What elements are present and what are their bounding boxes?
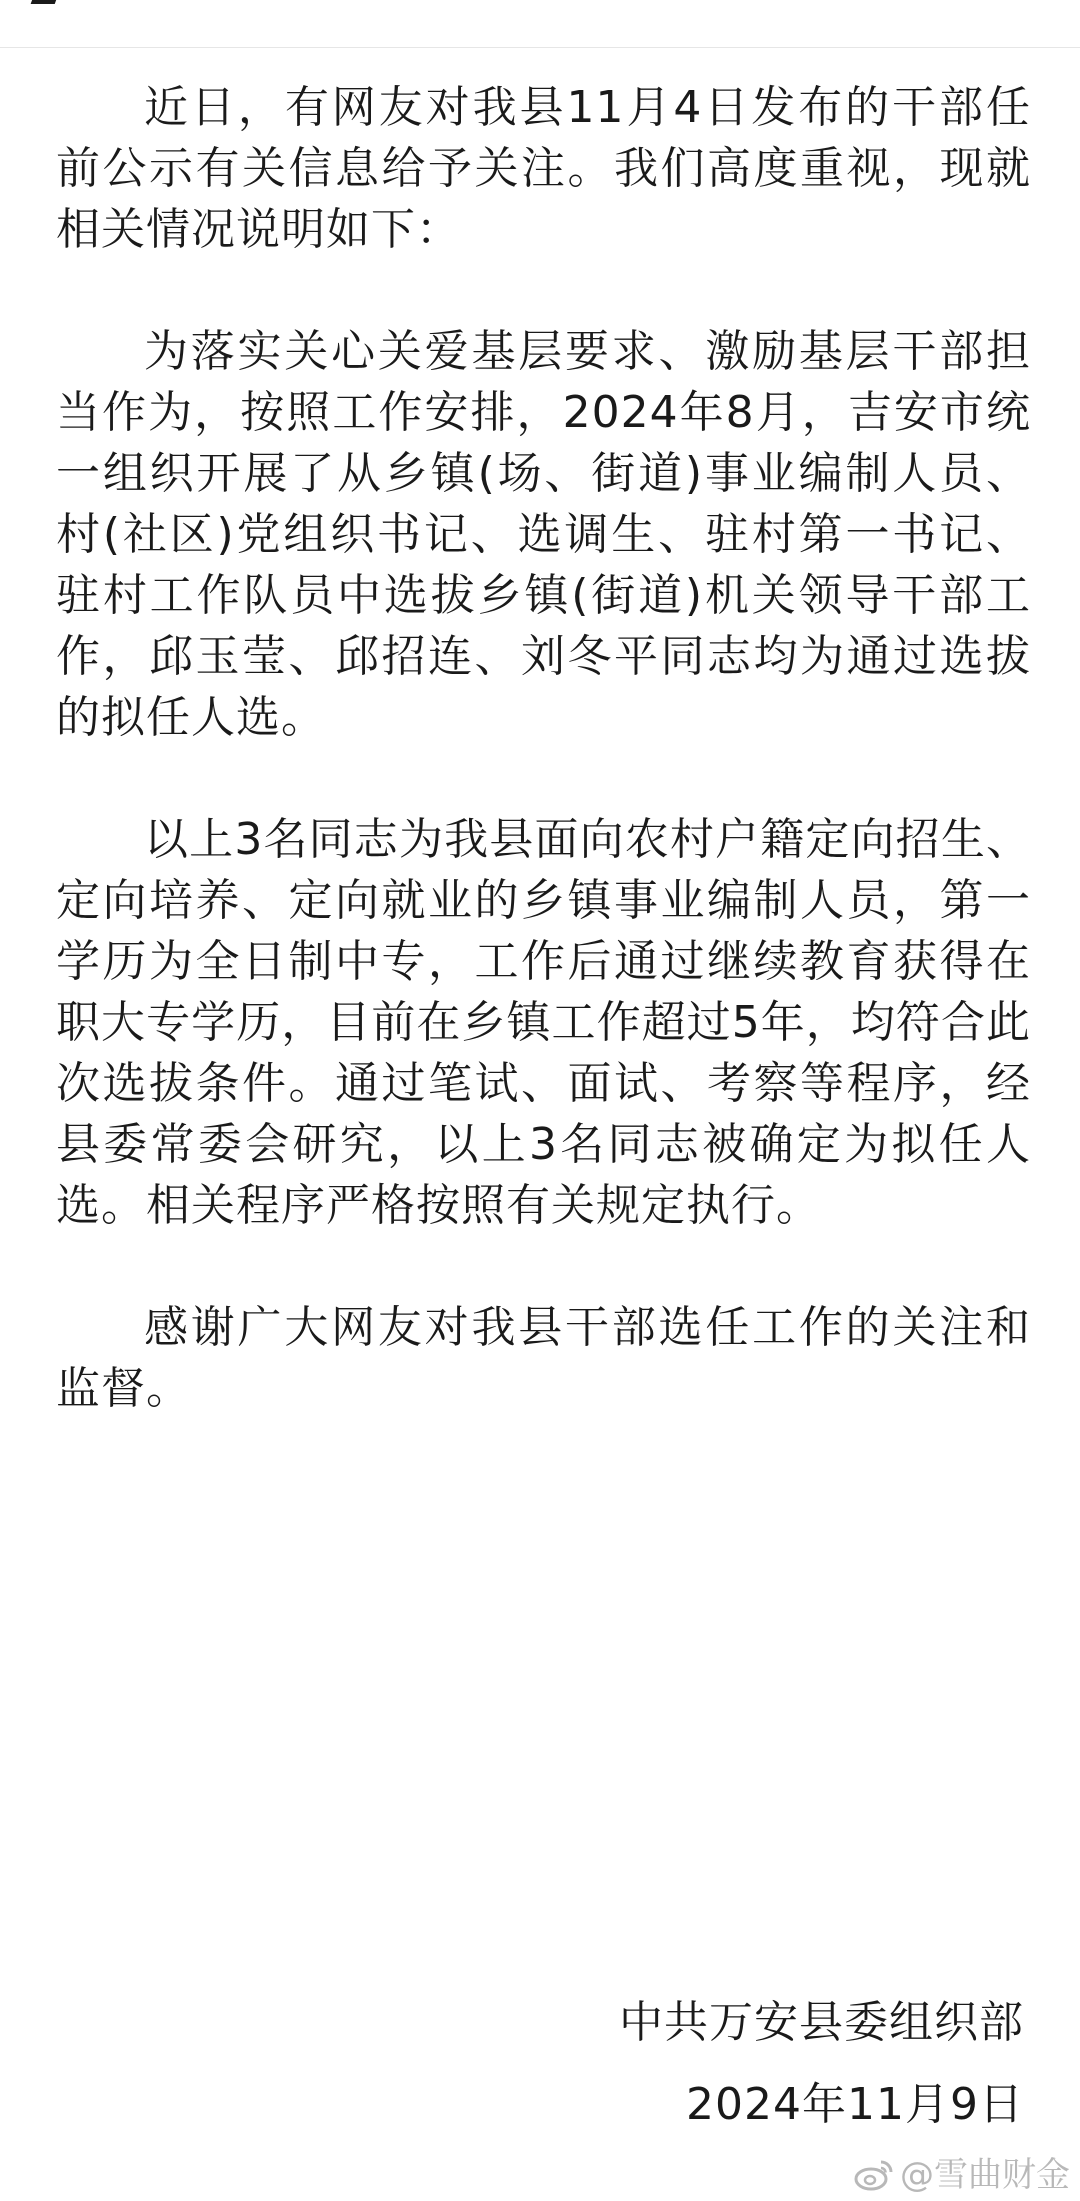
weibo-icon [854, 2157, 894, 2193]
top-divider [0, 47, 1080, 48]
paragraph-intro: 近日，有网友对我县11月4日发布的干部任前公示有关信息给予关注。我们高度重视，现就相关情况说明如下： [56, 82, 1031, 255]
signature-date: 2024年11月9日 [686, 2079, 1024, 2130]
paragraph-candidate-details: 以上3名同志为我县面向农村户籍定向招生、定向培养、定向就业的乡镇事业编制人员，第一学历为全日制中专，工作后通过继续教育获得在职大专学历，目前在乡镇工作超过5年，均符合此次选拔条件。通过笔试、面试、考察等程序，经县委常委会研究，以上3名同志被确定为拟任人选。相关程序严格按照有关规定执行。 [56, 814, 1031, 1231]
paragraph-thanks: 感谢广大网友对我县干部选任工作的关注和监督。 [56, 1302, 1031, 1414]
statement-body [56, 77, 1031, 1480]
watermark-text: @雪曲财金 [900, 2155, 1070, 2195]
signature-block [619, 1982, 1024, 2146]
paragraph-selection-background: 为落实关心关爱基层要求、激励基层干部担当作为，按照工作安排，2024年8月，吉安市统一组织开展了从乡镇(场、街道)事业编制人员、村(社区)党组织书记、选调生、驻村第一书记、驻村工作队员中选拔乡镇(街道)机关领导干部工作，邱玉莹、邱招连、刘冬平同志均为通过选拔的拟任人选。 [56, 326, 1031, 743]
cropped-character-fragment [31, 0, 62, 4]
signature-organization: 中共万安县委组织部 [619, 1997, 1024, 2048]
watermark [854, 2156, 1070, 2194]
